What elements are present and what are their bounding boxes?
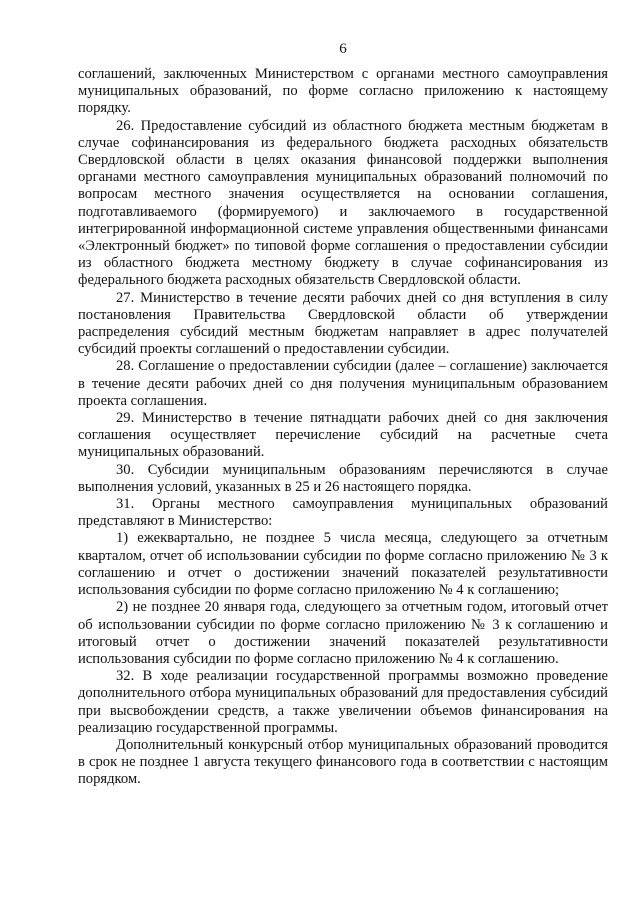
paragraph-31-item-1: 1) ежеквартально, не позднее 5 числа месяца, следующего за отчетным кварталом, отчет об использовании субсидии по форме согласно приложению № 3 к соглашению и отчет о достижении значений показателей результативности использования субсидии по форме согласно приложению № 4 к соглашению; [78,530,608,599]
paragraph-26: 26. Предоставление субсидий из областного бюджета местным бюджетам в случае софинансирования из федерального бюджета расходных обязательств Свердловской области в целях оказания финансовой поддержки выполнения органами местного самоуправления муниципальных образований полномочий по вопросам местного значения осуществляется на основании соглашения, подготавливаемого (формируемого) и заключаемого в государственной интегрированной информационной системе управления общественными финансами «Электронный бюджет» по типовой форме соглашения о предоставлении субсидии из областного бюджета местному бюджету в случае софинансирования из федерального бюджета расходных обязательств Свердловской области. [78,117,608,289]
paragraph-27: 27. Министерство в течение десяти рабочих дней со дня вступления в силу постановления Правительства Свердловской области об утверждении распределения субсидий местным бюджетам направляет в адрес получателей субсидий проекты соглашений о предоставлении субсидии. [78,289,608,358]
document-body [78,66,608,789]
paragraph-additional-selection: Дополнительный конкурсный отбор муниципальных образований проводится в срок не позднее 1 августа текущего финансового года в соответствии с настоящим порядком. [78,736,608,788]
paragraph-continuation: соглашений, заключенных Министерством с органами местного самоуправления муниципальных образований, по форме согласно приложению к настоящему порядку. [78,66,608,117]
paragraph-31-item-2: 2) не позднее 20 января года, следующего за отчетным годом, итоговый отчет об использовании субсидии по форме согласно приложению № 3 к соглашению и итоговый отчет о достижении значений показателей результативности использования субсидии по форме согласно приложению № 4 к соглашению. [78,599,608,667]
paragraph-28: 28. Соглашение о предоставлении субсидии (далее – соглашение) заключается в течение десяти рабочих дней со дня получения муниципальным образованием проекта соглашения. [78,358,608,409]
paragraph-32: 32. В ходе реализации государственной программы возможно проведение дополнительного отбора муниципальных образований для предоставления субсидий при высвобождении средств, а также увеличении объемов финансирования на реализацию государственной программы. [78,668,608,736]
document-page [78,0,608,905]
paragraph-29: 29. Министерство в течение пятнадцати рабочих дней со дня заключения соглашения осуществляет перечисление субсидий на расчетные счета муниципальных образований. [78,410,608,461]
page-number: 6 [339,41,347,57]
paragraph-31: 31. Органы местного самоуправления муниципальных образований представляют в Министерство: [78,496,608,530]
paragraph-30: 30. Субсидии муниципальным образованиям перечисляются в случае выполнения условий, указанных в 25 и 26 настоящего порядка. [78,461,608,495]
